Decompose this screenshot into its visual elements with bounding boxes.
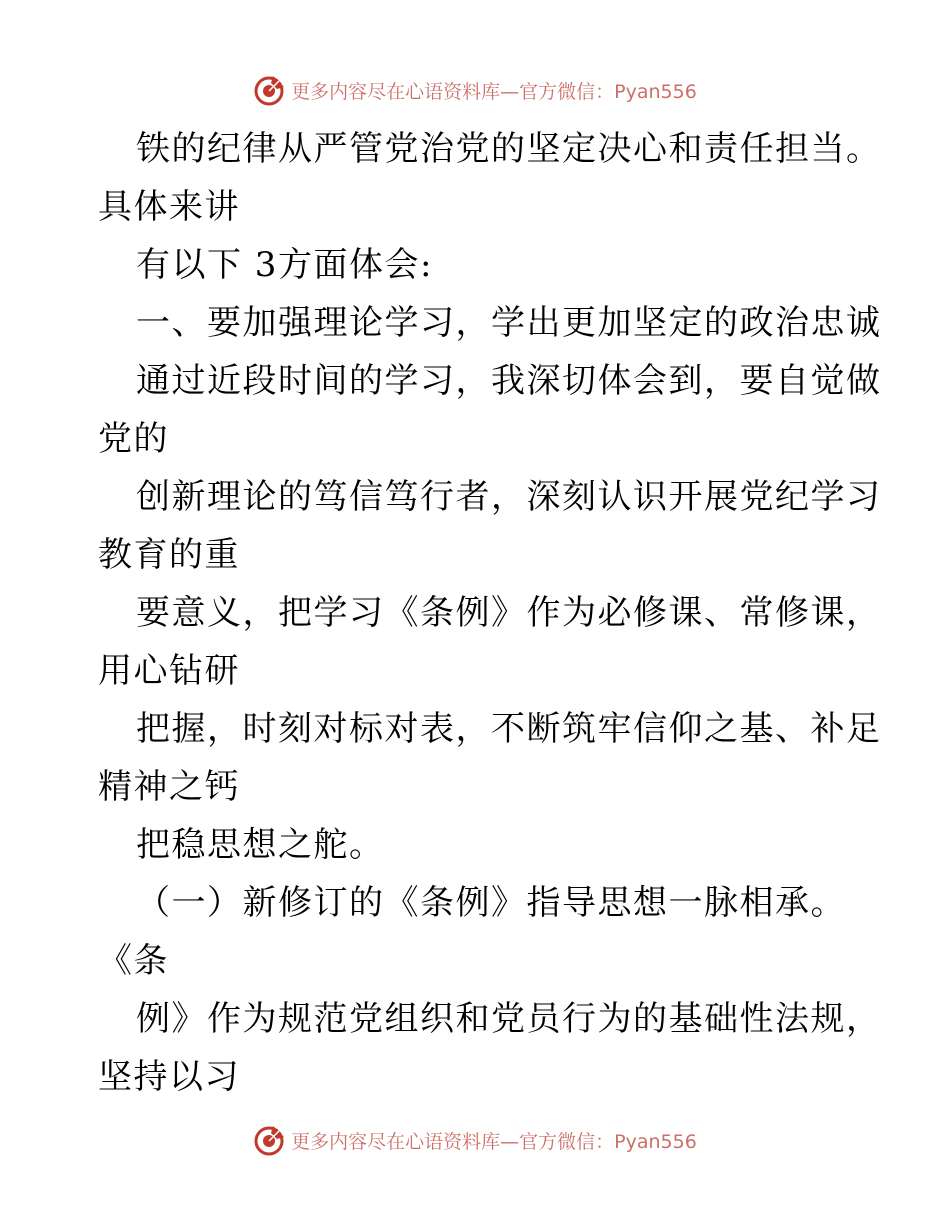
footer-banner [0,1120,950,1160]
text-line: 创新理论的笃信笃行者，深刻认识开展党纪学习 [136,477,882,517]
text-line: 精神之钙 [98,767,240,807]
text-line: 例》作为规范党组织和党员行为的基础性法规， [136,999,882,1039]
text-line: 有以下 3方面体会: [136,245,433,285]
text-line: 党的 [98,419,169,459]
text-line: 具体来讲 [98,187,240,227]
text-line: 《条 [98,941,169,981]
text-line: 把握，时刻对标对表，不断筑牢信仰之基、补足 [136,709,882,749]
pen-logo-icon [253,73,287,107]
text-line: 通过近段时间的学习，我深切体会到，要自觉做 [136,361,882,401]
footer-banner-text: 更多内容尽在心语资料库—官方微信：Pyan556 [291,1130,697,1153]
header-banner-text: 更多内容尽在心语资料库—官方微信：Pyan556 [291,80,697,103]
text-line: 把稳思想之舵。 [136,825,385,865]
document-body [98,120,882,1106]
subsection-heading: （一）新修订的《条例》指导思想一脉相承。 [136,883,846,923]
header-banner [0,70,950,110]
pen-logo-icon [253,1123,287,1157]
section-heading: 一、要加强理论学习，学出更加坚定的政治忠诚 [136,303,882,343]
text-line: 铁的纪律从严管党治党的坚定决心和责任担当。 [136,129,882,169]
text-line: 坚持以习 [98,1057,240,1097]
text-line: 用心钻研 [98,651,240,691]
text-line: 要意义，把学习《条例》作为必修课、常修课， [136,593,882,633]
text-line: 教育的重 [98,535,240,575]
